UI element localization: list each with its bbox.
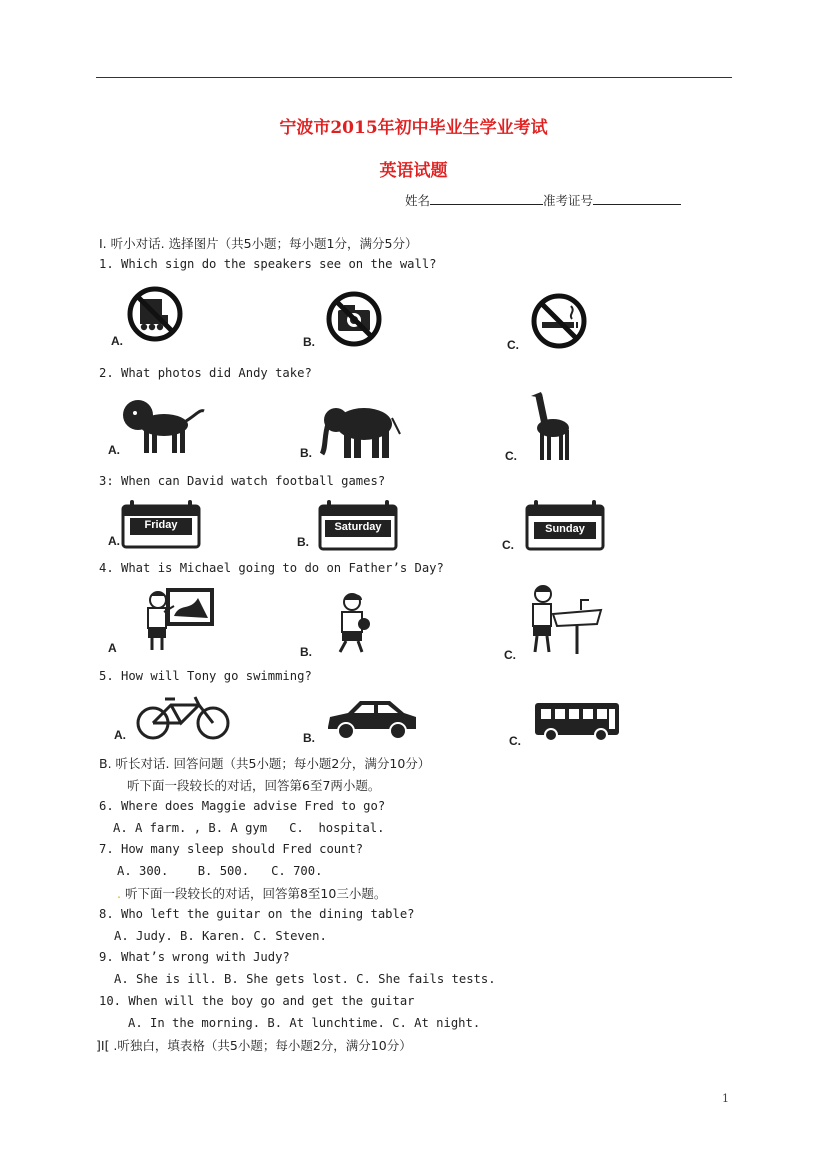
q3-option-c[interactable]: C. [502, 538, 514, 552]
name-field[interactable] [430, 192, 543, 205]
question-3: 3: When can David watch football games? [99, 474, 386, 488]
candidate-info [405, 191, 681, 209]
q5-option-c[interactable]: C. [509, 734, 521, 748]
exam-subtitle: 英语试题 [379, 161, 448, 181]
question-4: 4. What is Michael going to do on Father’s Day? [99, 561, 444, 575]
giraffe-icon [527, 388, 575, 462]
q5-option-a[interactable]: A. [114, 728, 126, 742]
question-8-options: A. Judy. B. Karen. C. Steven. [114, 929, 327, 943]
bicycle-icon [135, 693, 231, 741]
question-9: 9. What’s wrong with Judy? [99, 950, 290, 964]
q2-option-b[interactable]: B. [300, 446, 312, 460]
section2-heading: B. 听长对话. 回答问题（共5小题；每小题2分，满分10分） [99, 756, 431, 771]
no-smoking-icon [530, 292, 588, 350]
page-number: 1 [722, 1092, 729, 1105]
question-7: 7. How many sleep should Fred count? [99, 842, 364, 856]
car-icon [326, 697, 418, 741]
q4-option-a[interactable]: A [108, 641, 117, 655]
question-10: 10. When will the boy go and get the guitar [99, 994, 415, 1008]
q5-option-b[interactable]: B. [303, 731, 315, 745]
q1-option-c[interactable]: C. [507, 338, 519, 352]
question-6: 6. Where does Maggie advise Fred to go? [99, 799, 386, 813]
question-7-options: A. 300. B. 500. C. 700. [117, 864, 323, 878]
question-5: 5. How will Tony go swimming? [99, 669, 312, 683]
calendar-day-label: Friday [144, 519, 178, 531]
boy-playing-ball-icon [328, 592, 376, 656]
boy-cleaning-window-icon [128, 588, 214, 656]
question-1: 1. Which sign do the speakers see on the wall? [99, 257, 437, 271]
question-9-options: A. She is ill. B. She gets lost. C. She fails tests. [114, 972, 496, 986]
q4-option-b[interactable]: B. [300, 645, 312, 659]
calendar-saturday-icon [317, 500, 399, 552]
intro-mark: . [117, 886, 121, 901]
q3-option-b[interactable]: B. [297, 535, 309, 549]
calendar-friday-icon [120, 500, 202, 550]
exam-title: 宁波市2015年初中毕业生学业考试 [279, 118, 548, 138]
section1-heading: I. 听小对话. 选择图片（共5小题；每小题1分，满分5分） [99, 236, 418, 251]
question-8: 8. Who left the guitar on the dining table? [99, 907, 415, 921]
calendar-day-label: Sunday [545, 523, 585, 535]
question-2: 2. What photos did Andy take? [99, 366, 312, 380]
calendar-sunday-icon [524, 500, 606, 552]
name-label: 姓名 [405, 193, 431, 208]
calendar-day-label: Saturday [334, 521, 382, 533]
q1-option-b[interactable]: B. [303, 335, 315, 349]
bus-icon [533, 701, 621, 743]
no-roller-skating-icon [126, 285, 184, 343]
top-rule [96, 77, 732, 78]
q4-option-c[interactable]: C. [504, 648, 516, 662]
q3-option-a[interactable]: A. [108, 534, 120, 548]
question-10-options: A. In the morning. B. At lunchtime. C. At night. [128, 1016, 481, 1030]
boy-washing-dishes-icon [527, 584, 607, 658]
question-6-options: A. A farm. , B. A gym C. hospital. [113, 821, 385, 835]
id-label: 准考证号 [543, 193, 594, 208]
section2-intro-2 [117, 884, 386, 902]
no-camera-icon [325, 290, 383, 348]
q1-option-a[interactable]: A. [111, 334, 123, 348]
q2-option-a[interactable]: A. [108, 443, 120, 457]
id-field[interactable] [593, 192, 681, 205]
intro-text: 听下面一段较长的对话，回答第8至10三小题。 [124, 886, 387, 901]
section2-intro-1: 听下面一段较长的对话，回答第6至7两小题。 [127, 778, 381, 793]
elephant-icon [318, 400, 402, 462]
q2-option-c[interactable]: C. [505, 449, 517, 463]
lion-icon [120, 395, 206, 459]
section3-heading: ]I[ .听独白，填表格（共5小题；每小题2分，满分10分） [96, 1038, 412, 1053]
